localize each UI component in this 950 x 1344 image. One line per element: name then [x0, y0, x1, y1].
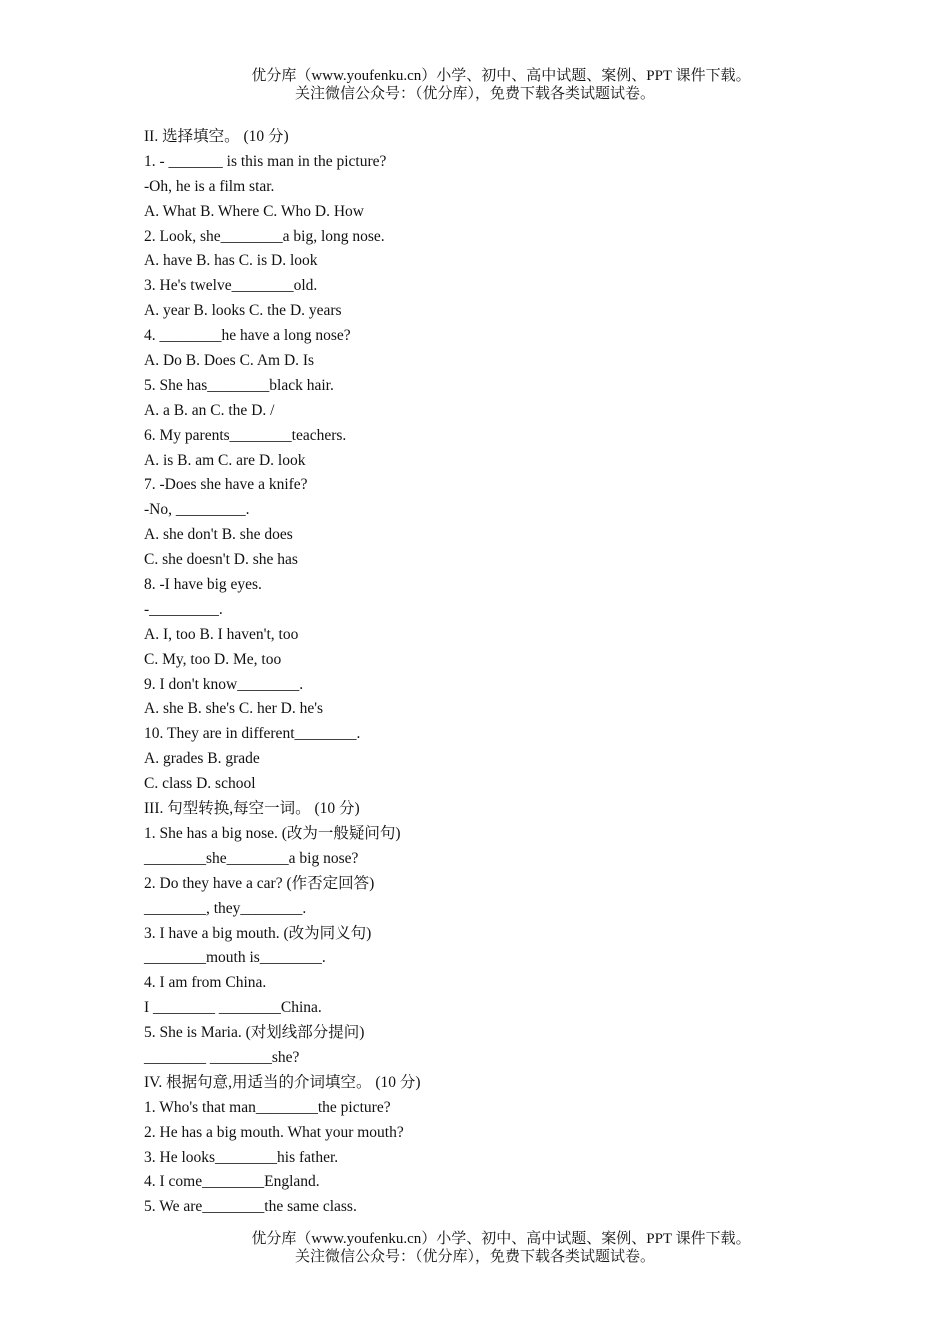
text-line: 3. I have a big mouth. (改为同义句) [144, 924, 372, 942]
text-line: A. she don't B. she does [144, 526, 293, 544]
text-line: A. What B. Where C. Who D. How [144, 202, 364, 220]
text-line: 7. -Does she have a knife? [144, 476, 308, 494]
text-line: ________, they________. [144, 899, 307, 917]
text-line: A. have B. has C. is D. look [144, 252, 318, 270]
text-line: 6. My parents________teachers. [144, 426, 347, 444]
page-header [0, 67, 950, 103]
exam-content [144, 125, 864, 1220]
text-line: A. year B. looks C. the D. years [144, 302, 342, 320]
text-line: A. a B. an C. the D. / [144, 401, 275, 419]
text-line: 1. - _______ is this man in the picture? [144, 152, 387, 170]
text-line: IV. 根据句意,用适当的介词填空。 (10 分) [144, 1073, 421, 1091]
text-line: 8. -I have big eyes. [144, 576, 262, 594]
text-line: ________ ________she? [144, 1048, 300, 1066]
text-line: 5. She is Maria. (对划线部分提问) [144, 1024, 365, 1042]
text-line: A. Do B. Does C. Am D. Is [144, 352, 315, 370]
text-line: 5. She has________black hair. [144, 376, 334, 394]
footer-line-1: 优分库（www.youfenku.cn）小学、初中、高中试题、案例、PPT 课件下载。 [251, 1231, 751, 1247]
text-line: -Oh, he is a film star. [144, 177, 275, 195]
text-line: 9. I don't know________. [144, 675, 304, 693]
text-line: C. class D. school [144, 775, 256, 793]
text-line: 1. She has a big nose. (改为一般疑问句) [144, 824, 401, 842]
header-line-1: 优分库（www.youfenku.cn）小学、初中、高中试题、案例、PPT 课件下载。 [251, 68, 751, 84]
text-line: 2. He has a big mouth. What your mouth? [144, 1123, 404, 1141]
text-line: A. I, too B. I haven't, too [144, 625, 299, 643]
text-line: 4. I come________England. [144, 1173, 320, 1191]
text-line: A. she B. she's C. her D. he's [144, 700, 324, 718]
text-line: -_________. [144, 600, 223, 618]
text-line: 2. Do they have a car? (作否定回答) [144, 874, 375, 892]
text-line: C. she doesn't D. she has [144, 551, 298, 569]
text-line: 4. I am from China. [144, 974, 267, 992]
text-line: III. 句型转换,每空一词。 (10 分) [144, 800, 360, 818]
text-line: I ________ ________China. [144, 999, 322, 1017]
footer-line-2: 关注微信公众号：（优分库），免费下载各类试题试卷。 [294, 1249, 655, 1265]
text-line: 3. He's twelve________old. [144, 277, 318, 295]
text-line: 10. They are in different________. [144, 725, 361, 743]
header-line-2: 关注微信公众号：（优分库），免费下载各类试题试卷。 [294, 86, 655, 102]
text-line: 1. Who's that man________the picture? [144, 1098, 391, 1116]
text-line: 5. We are________the same class. [144, 1198, 357, 1216]
text-line: A. grades B. grade [144, 750, 260, 768]
text-line: -No, _________. [144, 501, 250, 519]
text-line: II. 选择填空。 (10 分) [144, 128, 289, 145]
page-footer [0, 1230, 950, 1266]
text-line: C. My, too D. Me, too [144, 650, 282, 668]
text-line: A. is B. am C. are D. look [144, 451, 306, 469]
text-line: 2. Look, she________a big, long nose. [144, 227, 385, 245]
text-line: ________mouth is________. [144, 949, 326, 967]
text-line: 3. He looks________his father. [144, 1148, 339, 1166]
text-line: 4. ________he have a long nose? [144, 327, 351, 345]
text-line: ________she________a big nose? [144, 849, 359, 867]
